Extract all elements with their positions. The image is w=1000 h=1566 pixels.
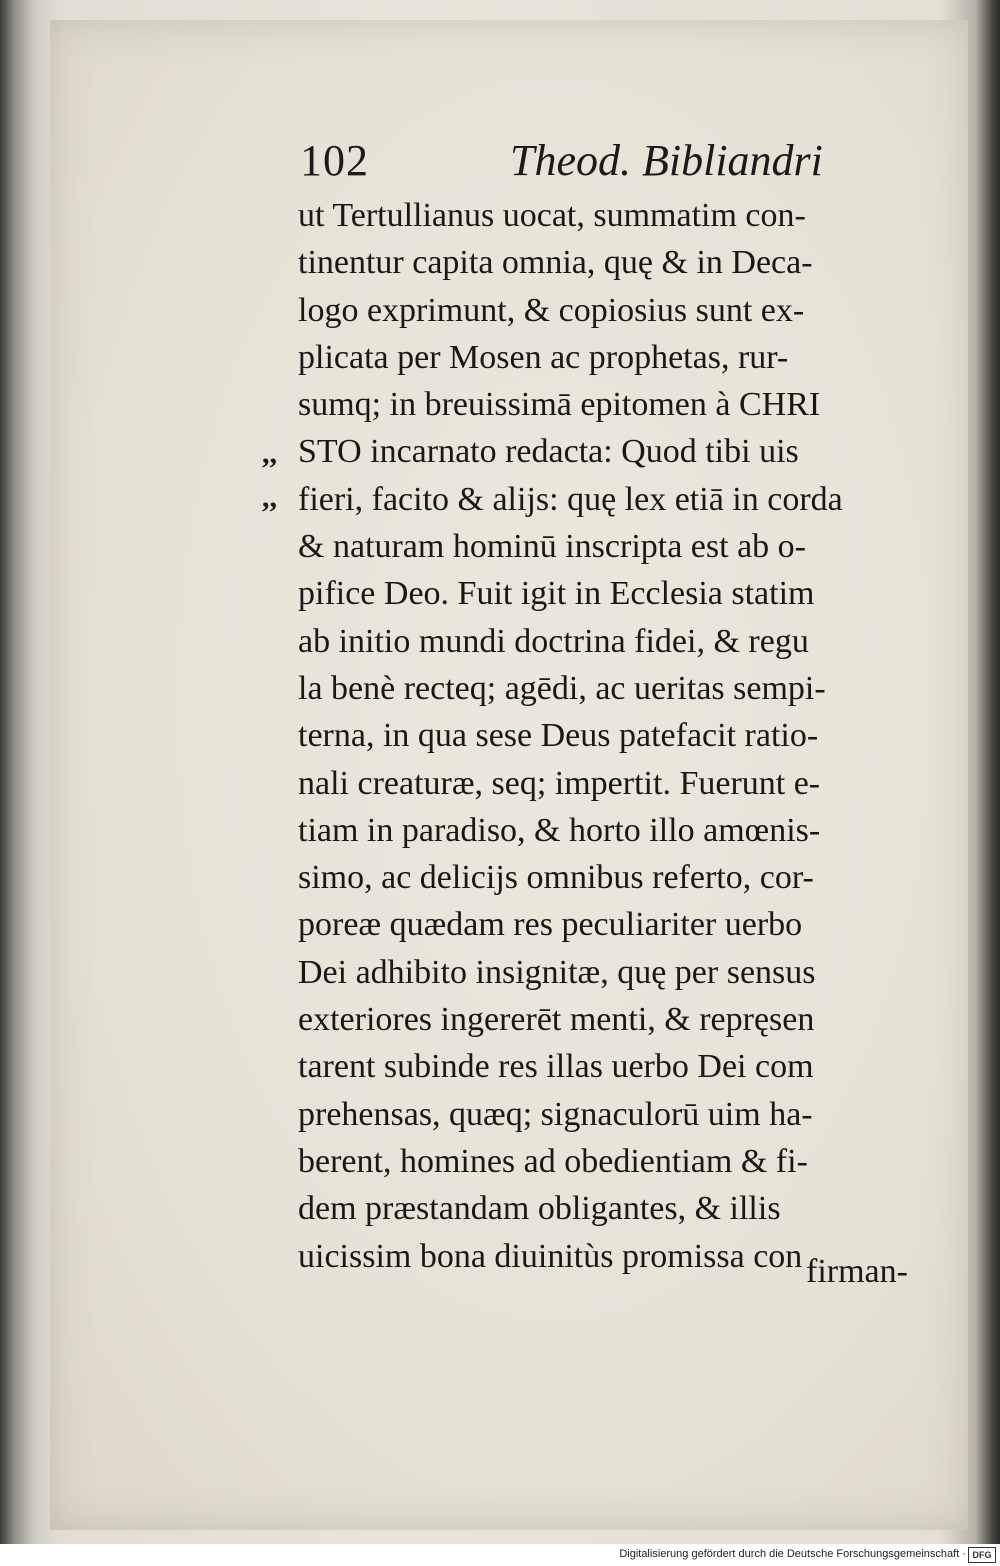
text-line: dem præstandam obligantes, & illis xyxy=(298,1190,781,1228)
dfg-logo-icon: DFG xyxy=(968,1547,996,1563)
text-line: sumq; in breuissimā epitomen à CHRI xyxy=(298,386,821,424)
text-line: tiam in paradiso, & horto illo amœnis- xyxy=(298,811,821,849)
margin-mark: ,, xyxy=(262,481,277,514)
text-line: terna, in qua sese Deus patefacit ratio- xyxy=(298,717,819,755)
text-line: berent, homines ad obedientiam & fi- xyxy=(298,1142,808,1180)
text-line: poreæ quædam res peculiariter uerbo xyxy=(298,906,803,944)
text-line: ut Tertullianus uocat, summatim con- xyxy=(298,197,806,234)
footer-bar xyxy=(0,1544,1000,1566)
text-line: fieri, facito & alijs: quę lex etiā in corda xyxy=(298,480,843,518)
text-line: STO incarnato redacta: Quod tibi uis xyxy=(298,433,799,471)
text-line: logo exprimunt, & copiosius sunt ex- xyxy=(298,291,805,329)
text-line: Dei adhibito insignitæ, quę per sensus xyxy=(298,953,816,991)
page-number: 102 xyxy=(300,136,369,185)
text-line: la benè recteq; agēdi, ac ueritas sempi- xyxy=(298,669,826,707)
text-line: prehensas, quæq; signaculorū uim ha- xyxy=(298,1095,813,1133)
text-line: plicata per Mosen ac prophetas, rur- xyxy=(298,338,789,376)
catchword: firman- xyxy=(806,1253,908,1290)
text-line: & naturam hominū inscripta est ab o- xyxy=(298,528,806,566)
text-line: nali creaturæ, seq; impertit. Fuerunt e- xyxy=(298,764,821,802)
text-line: simo, ac delicijs omnibus referto, cor- xyxy=(298,859,814,897)
quotation-margin-marks xyxy=(262,432,292,520)
text-line: tarent subinde res illas uerbo Dei com xyxy=(298,1048,814,1086)
text-line: exteriores ingererēt menti, & repręsen xyxy=(298,1001,815,1039)
body-text xyxy=(298,192,938,1280)
running-head: Theod. Bibliandri xyxy=(510,136,823,185)
text-line: pifice Deo. Fuit igit in Ecclesia statim xyxy=(298,575,815,613)
page-header xyxy=(288,135,928,187)
funding-notice: Digitalisierung gefördert durch die Deutsche Forschungsgemeinschaft · xyxy=(619,1548,966,1560)
text-line: uicissim bona diuinitùs promissa con xyxy=(298,1237,803,1275)
text-line: tinentur capita omnia, quę & in Deca- xyxy=(298,244,813,282)
text-line: ab initio mundi doctrina fidei, & regu xyxy=(298,622,809,660)
margin-mark: ,, xyxy=(262,437,277,470)
